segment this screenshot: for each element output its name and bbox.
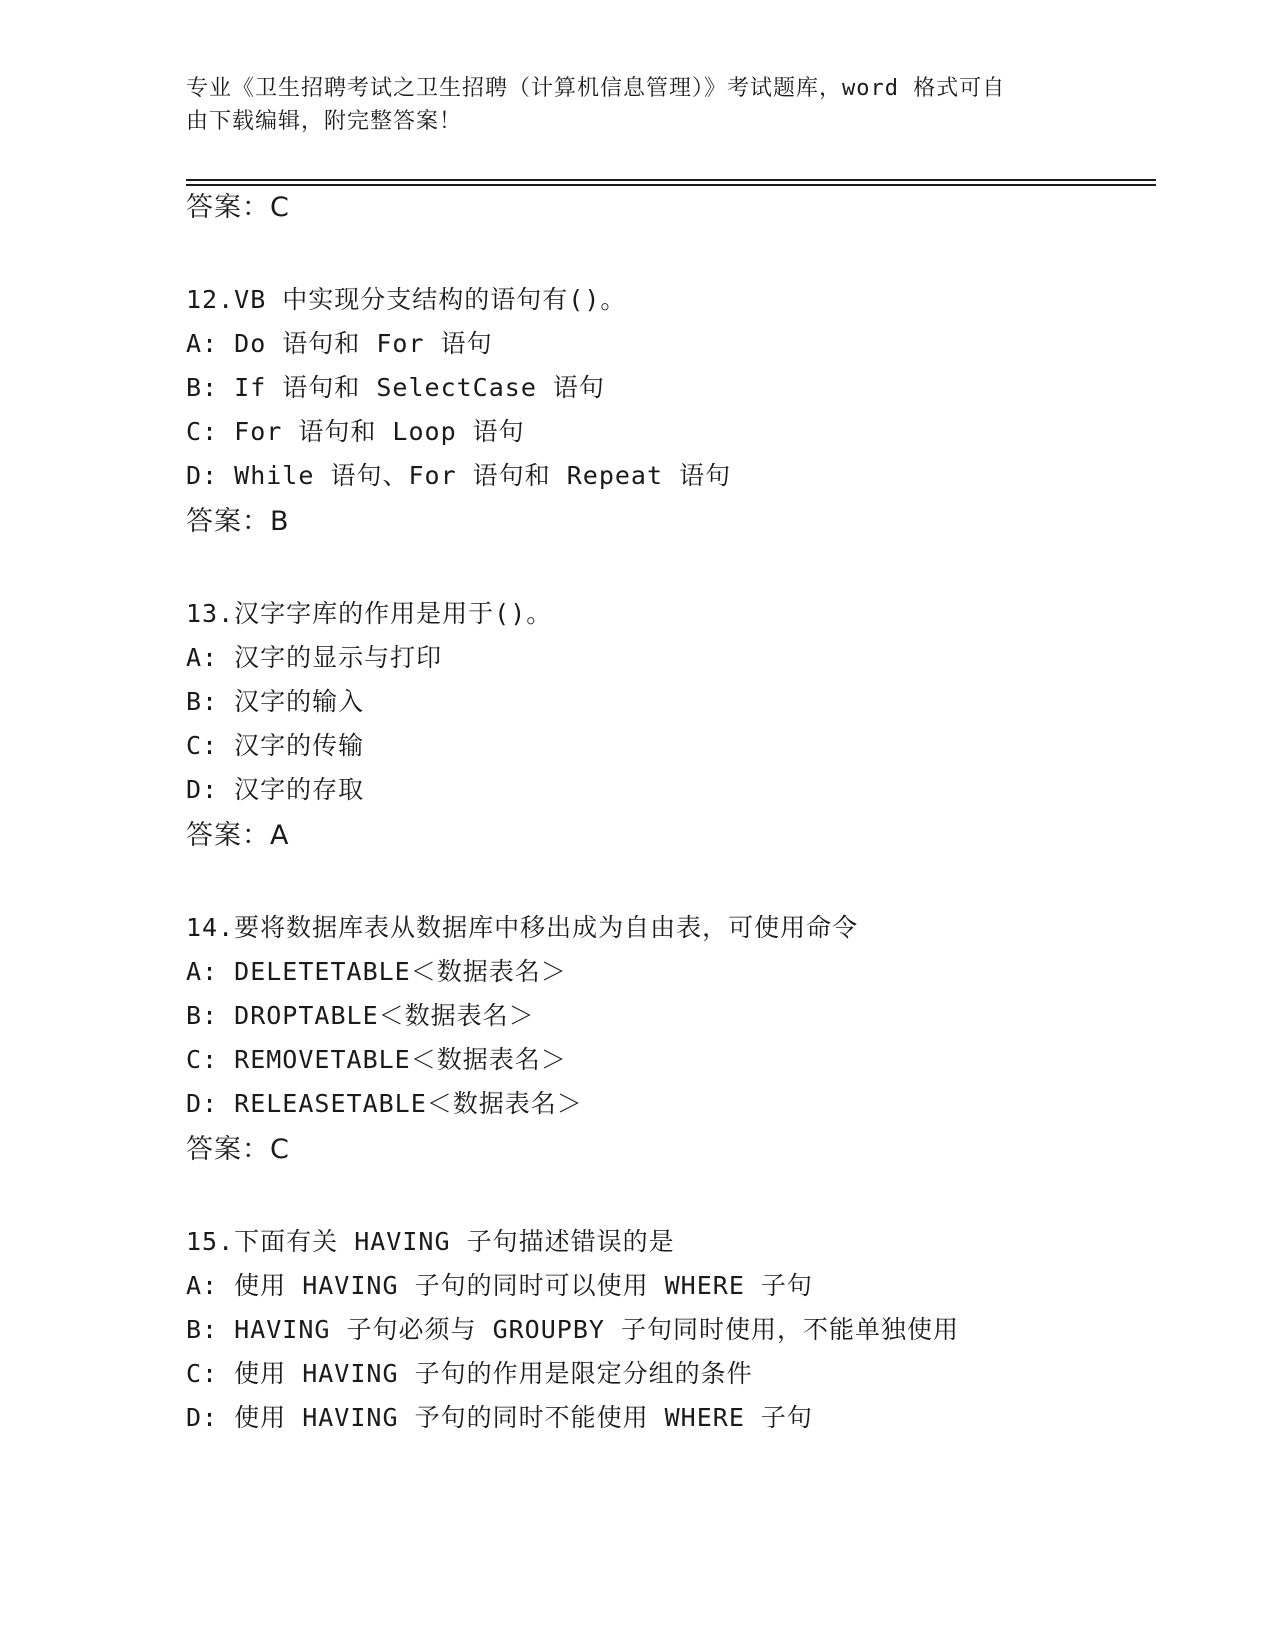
option-b: B: HAVING 子句必须与 GROUPBY 子句同时使用，不能单独使用	[186, 1315, 959, 1344]
answer-line: 答案：C	[186, 1134, 290, 1165]
option-b: B: 汉字的输入	[186, 687, 365, 716]
header-divider-top	[186, 179, 1156, 181]
question-stem: 14.要将数据库表从数据库中移出成为自由表，可使用命令	[186, 913, 859, 942]
option-c: C: 使用 HAVING 子句的作用是限定分组的条件	[186, 1359, 753, 1388]
option-a: A: 使用 HAVING 子句的同时可以使用 WHERE 子句	[186, 1271, 813, 1300]
option-b: B: If 语句和 SelectCase 语句	[186, 373, 605, 402]
question-stem: 13.汉字字库的作用是用于()。	[186, 599, 553, 628]
option-d: D: RELEASETABLE＜数据表名＞	[186, 1089, 583, 1118]
header-line-1: 专业《卫生招聘考试之卫生招聘（计算机信息管理）》考试题库，word 格式可自	[186, 76, 1006, 101]
answer-line: 答案：A	[186, 820, 290, 851]
header-line-2: 由下载编辑，附完整答案！	[186, 109, 463, 134]
option-d: D: While 语句、For 语句和 Repeat 语句	[186, 461, 732, 490]
option-c: C: For 语句和 Loop 语句	[186, 417, 525, 446]
option-a: A: 汉字的显示与打印	[186, 643, 443, 672]
option-c: C: REMOVETABLE＜数据表名＞	[186, 1045, 567, 1074]
document-header	[186, 72, 1066, 138]
question-stem: 12.VB 中实现分支结构的语句有()。	[186, 285, 627, 314]
option-a: A: DELETETABLE＜数据表名＞	[186, 957, 567, 986]
option-d: D: 使用 HAVING 予句的同时不能使用 WHERE 子句	[186, 1403, 813, 1432]
option-a: A: Do 语句和 For 语句	[186, 329, 493, 358]
option-c: C: 汉字的传输	[186, 731, 365, 760]
answer-line: 答案：B	[186, 506, 290, 537]
header-divider-bottom	[186, 184, 1156, 186]
option-b: B: DROPTABLE＜数据表名＞	[186, 1001, 535, 1030]
option-d: D: 汉字的存取	[186, 775, 365, 804]
question-stem: 15.下面有关 HAVING 子句描述错误的是	[186, 1227, 675, 1256]
answer-line: 答案：C	[186, 192, 290, 223]
